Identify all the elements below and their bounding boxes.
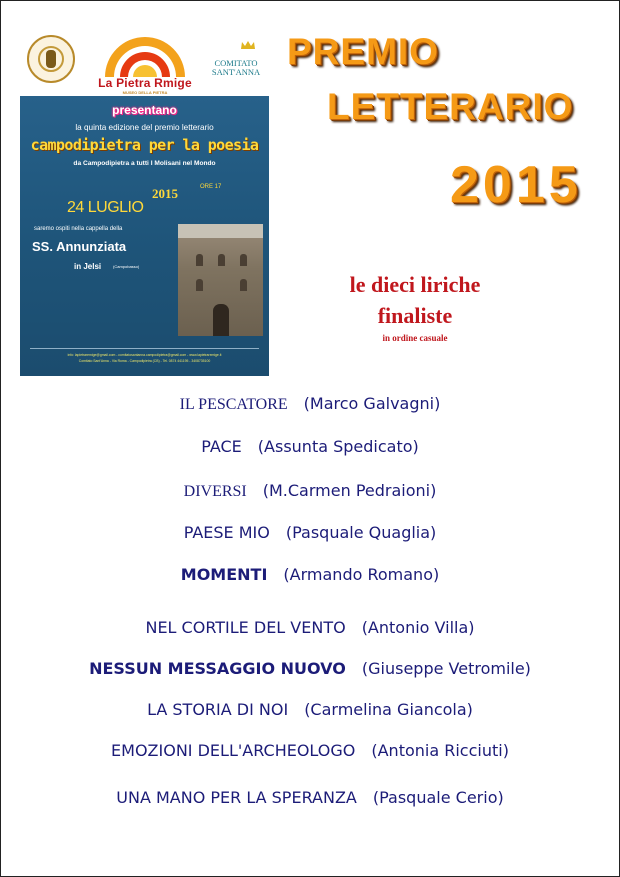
poster-town: in Jelsi <box>74 262 102 271</box>
poem-author: (Carmelina Giancola) <box>304 700 473 719</box>
poster-footer-address: Comitato Sant'Anna - Via Roma - Campodipietra (CB) - Tel. 0874 441195 - 3408735100 <box>78 359 211 363</box>
poster-body <box>20 96 269 376</box>
pietra-rmige-label: La Pietra Rmige <box>98 76 192 90</box>
poem-title: UNA MANO PER LA SPERANZA <box>116 788 357 807</box>
poem-author: (Giuseppe Vetromile) <box>361 659 531 678</box>
poem-entry <box>0 700 620 719</box>
poem-title: PAESE MIO <box>183 523 270 542</box>
poster-tagline: da Campodipietra a tutti I Molisani nel Mondo <box>73 160 216 167</box>
church-photo <box>178 224 263 336</box>
comitato-label: COMITATO SANT'ANNA <box>211 58 261 77</box>
poem-author: (Antonio Villa) <box>361 618 475 637</box>
poem-title: EMOZIONI DELL'ARCHEOLOGO <box>111 741 356 760</box>
poster-presentano: presentano <box>112 103 177 117</box>
pietra-rmige-sublabel: MUSEO DELLA PIETRA <box>122 90 168 95</box>
poem-title: LA STORIA DI NOI <box>147 700 289 719</box>
poem-entry <box>0 481 620 501</box>
poem-entry <box>0 659 620 678</box>
comitato-seal-icon <box>27 35 75 83</box>
poem-entry <box>0 394 620 414</box>
poster-footer-contacts: info: lapietraremige@gmail.com - comitatosantanna.campodipietra@gmail.com - www.lapietraremige.it <box>67 353 222 357</box>
poem-title: IL PESCATORE <box>179 396 288 413</box>
poem-entry <box>0 618 620 637</box>
poem-entry <box>0 788 620 807</box>
poster-edition-line: la quinta edizione del premio letterario <box>75 123 214 132</box>
subtitle-line-2: finaliste <box>377 303 453 328</box>
poem-title: NESSUN MESSAGGIO NUOVO <box>89 659 346 678</box>
poster-divider <box>30 348 259 349</box>
poem-entry <box>0 565 620 584</box>
poster-year: 2015 <box>152 186 178 201</box>
sunrise-logo-icon <box>100 33 190 77</box>
poster-date: 24 LUGLIO <box>67 199 144 216</box>
subtitle-line-1: le dieci liriche <box>349 272 481 297</box>
poem-author: (Marco Galvagni) <box>303 394 441 413</box>
headline-premio: PREMIO <box>287 31 439 72</box>
event-poster <box>20 27 269 376</box>
poem-entry <box>0 741 620 760</box>
poem-author: (Pasquale Cerio) <box>372 788 504 807</box>
poster-footer <box>20 352 269 364</box>
poem-author: (M.Carmen Pedraioni) <box>262 481 437 500</box>
crown-icon <box>240 40 256 50</box>
poster-venue-intro: saremo ospiti nella cappella della <box>34 226 123 232</box>
poem-title: DIVERSI <box>183 483 247 500</box>
subtitle-note: in ordine casuale <box>382 333 448 343</box>
poem-author: (Pasquale Quaglia) <box>285 523 437 542</box>
poem-entry <box>0 523 620 542</box>
poster-logo-strip <box>20 27 269 96</box>
poem-author: (Armando Romano) <box>283 565 440 584</box>
headline-year: 2015 <box>450 156 582 214</box>
poem-title: NEL CORTILE DEL VENTO <box>145 618 346 637</box>
poster-time: ORE 17 <box>200 184 222 190</box>
poem-title: MOMENTI <box>180 565 268 584</box>
poem-title: PACE <box>201 437 242 456</box>
poster-venue-name: SS. Annunziata <box>32 239 127 254</box>
headline-letterario: LETTERARIO <box>327 86 574 127</box>
poster-town-province: (Campobasso) <box>113 264 140 269</box>
poster-contest-title: campodipietra per la poesia <box>30 136 259 154</box>
poem-entry <box>0 437 620 456</box>
poem-author: (Antonia Ricciuti) <box>371 741 509 760</box>
poem-author: (Assunta Spedicato) <box>257 437 419 456</box>
